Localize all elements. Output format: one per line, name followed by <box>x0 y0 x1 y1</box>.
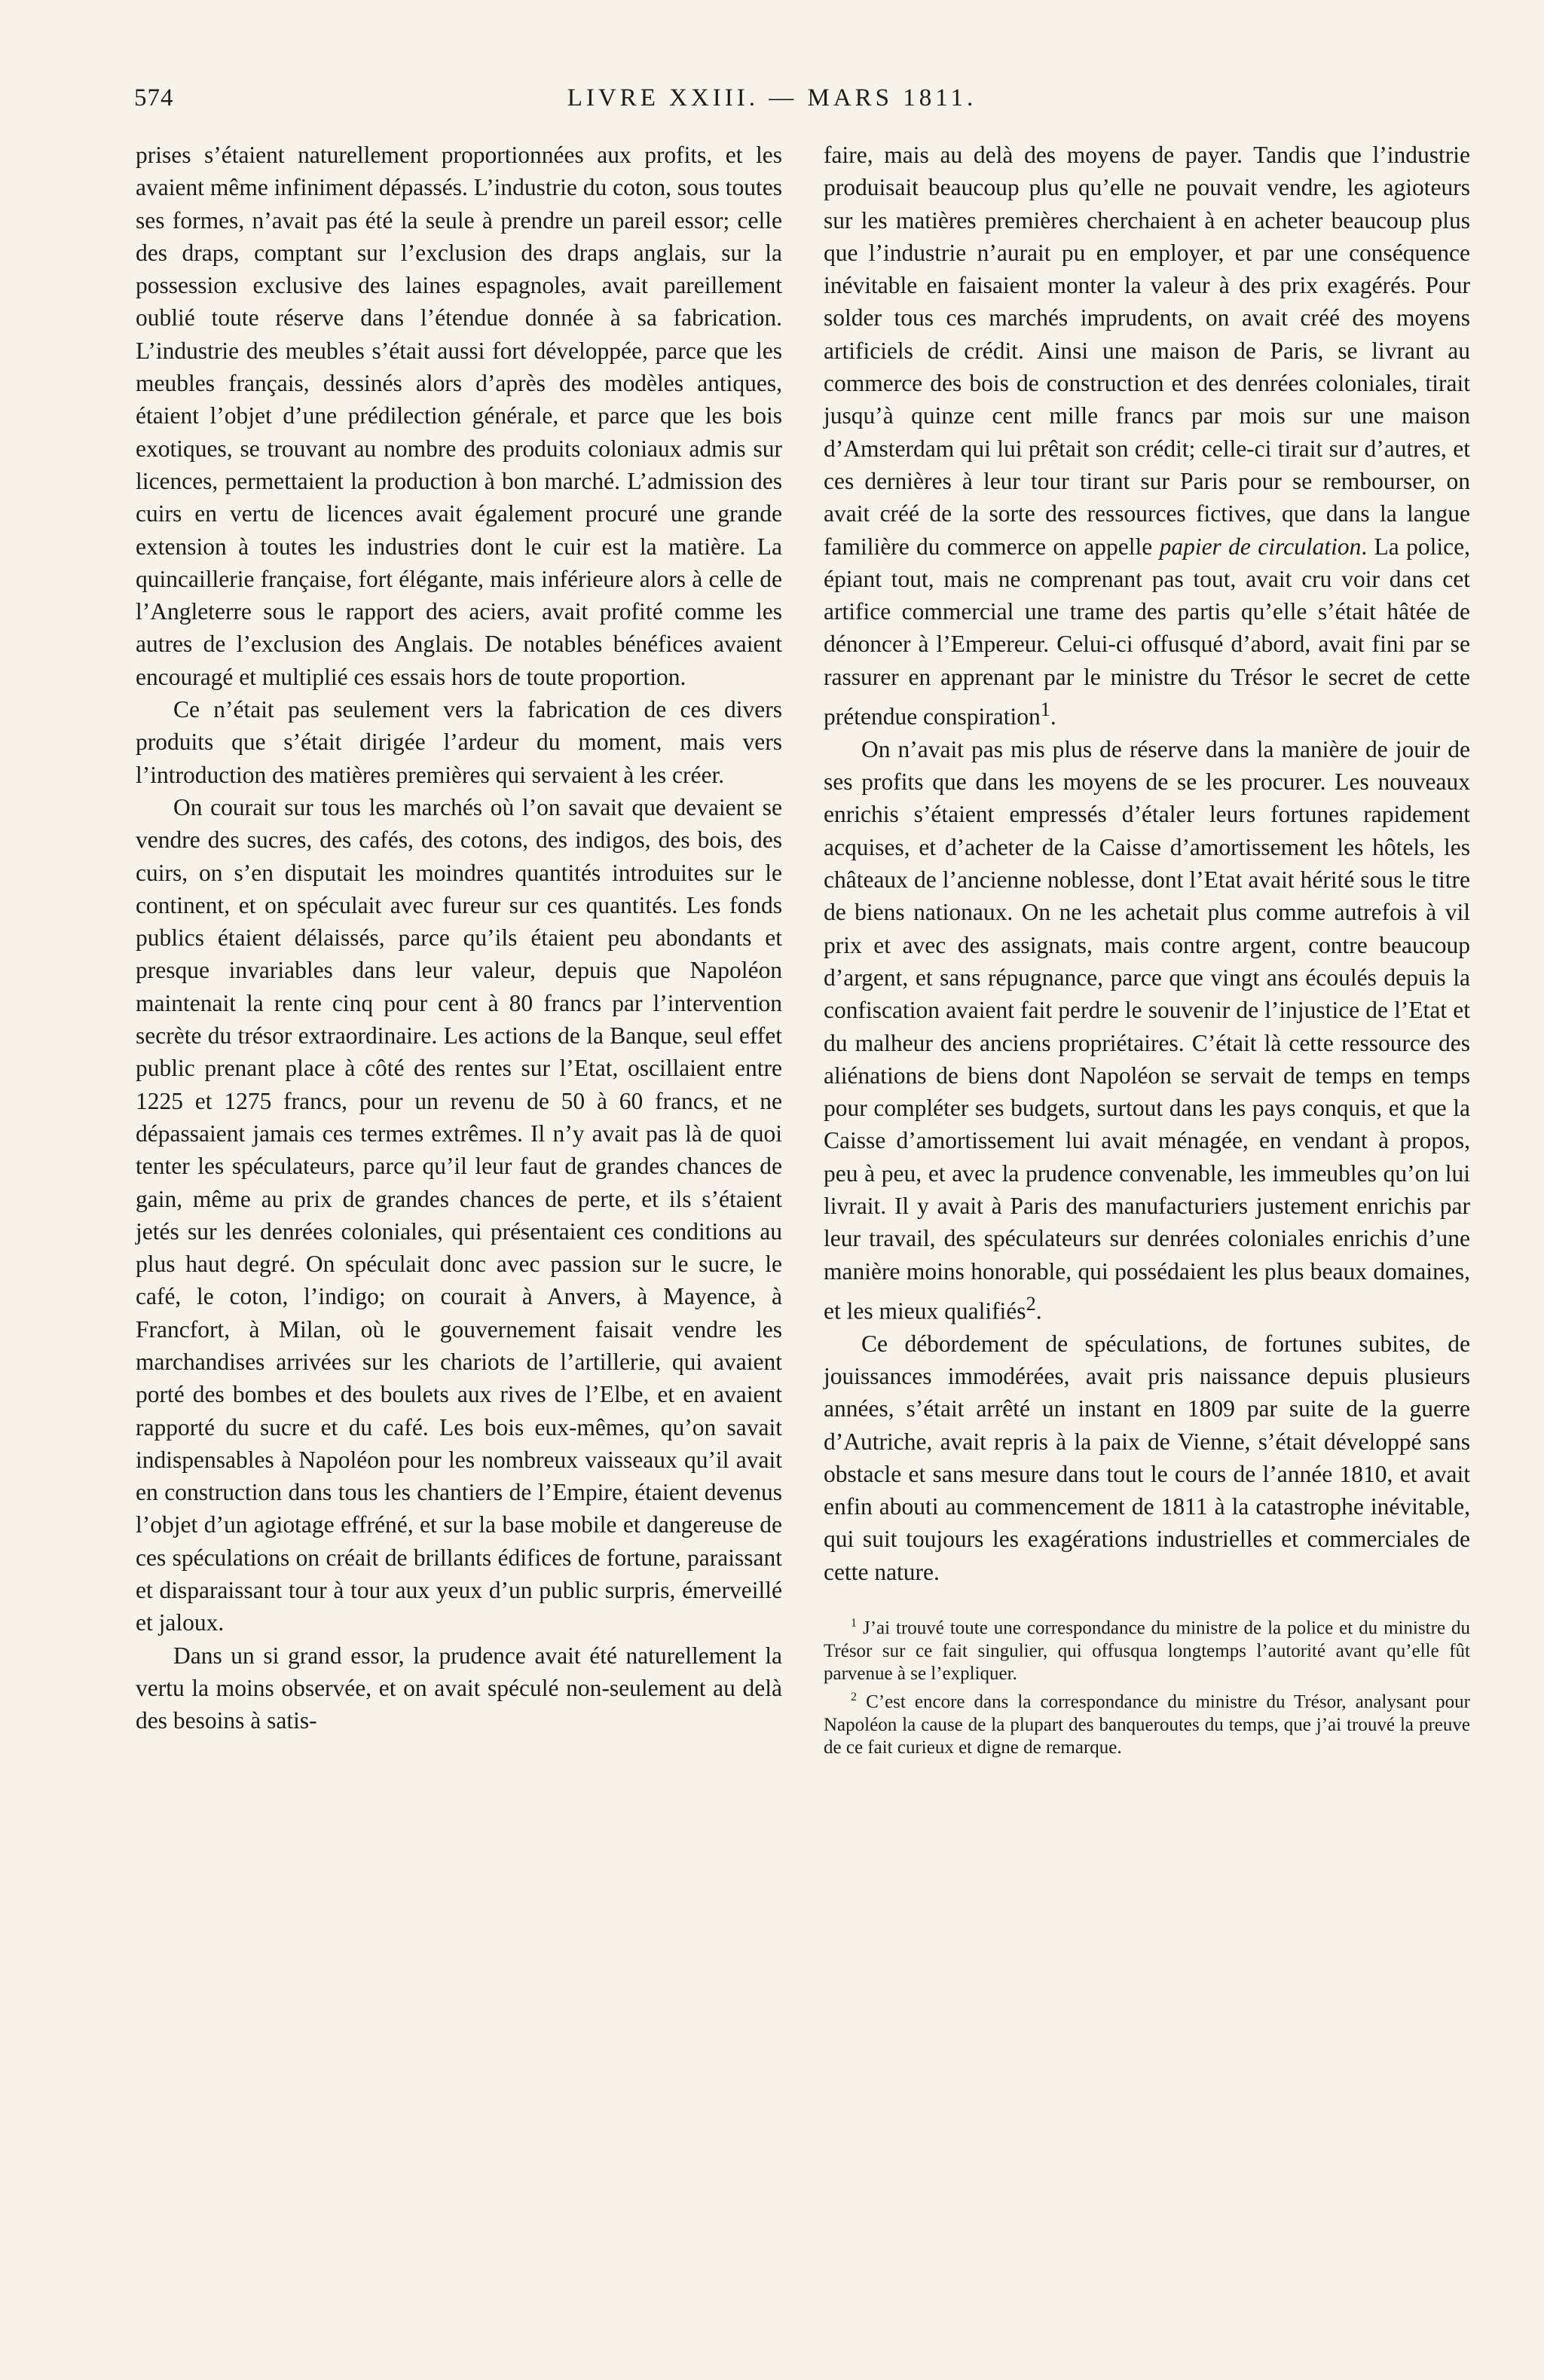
running-head: LIVRE XXIII. — MARS 1811. <box>567 84 977 112</box>
paragraph: Dans un si grand essor, la prudence avait été naturellement la vertu la moins observée, et on avait spéculé non-seulement au delà des besoins à satis- <box>136 1642 782 1734</box>
paragraph: On courait sur tous les marchés où l’on savait que devaient se vendre des sucres, des cafés, des cotons, des indigos, des bois, des cuirs, on s’en disputait les moindres quantités introduites sur le continent, et on spéculait avec fureur sur ces quantités. Les fonds publics étaient délaissés, parce qu’ils étaient peu abondants et presque invariables dans leur valeur, depuis que Napoléon maintenait la rente cinq pour cent à 80 francs par l’intervention secrète du trésor extraordinaire. Les actions de la Banque, seul effet public prenant place à côté des rentes sur l’Etat, oscillaient entre 1225 et 1275 francs, pour un revenu de 50 à 60 francs, et ne dépassaient jamais ces termes extrêmes. Il n’y avait pas là de quoi tenter les spéculateurs, parce qu’il leur faut de grandes chances de gain, même au prix de grandes chances de perte, et ils s’étaient jetés sur les denrées coloniales, qui présentaient ces conditions au plus haut degré. On spéculait donc avec passion sur le sucre, le café, le coton, l’indigo; on courait à Anvers, à Mayence, à Francfort, à Milan, où le gouvernement faisait vendre les marchandises arrivées sur les chariots de l’artillerie, qui avaient porté des bombes et des boulets aux rives de l’Elbe, et en avaient rapporté du sucre et du café. Les bois eux-mêmes, qu’on savait indispensables à Napoléon pour les nombreux vaisseaux qu’il avait en construction dans tous les chantiers de l’Empire, étaient devenus l’objet d’un agiotage effréné, et sur la base mobile et dangereuse de ces spéculations on créait de brillants édifices de fortune, paraissant et disparaissant tour à tour aux yeux d’un public surpris, émerveillé et jaloux. <box>136 793 782 1636</box>
left-column <box>136 139 782 1737</box>
paragraph-end: . <box>1050 703 1056 730</box>
footnote-text: J’ai trouvé toute une correspondance du ministre de la police et du ministre du Trésor sur ce fait singulier, qui offusqua longtemps l’autorité avant qu’elle fût parvenue à se l’expliquer. <box>824 1618 1470 1685</box>
paragraph <box>824 139 1470 733</box>
italic-term: papier de circulation <box>1159 533 1362 560</box>
page-header <box>134 84 1410 130</box>
footnote <box>824 1612 1470 1686</box>
right-column <box>824 139 1470 1760</box>
footnote-mark: 1 <box>851 1617 857 1630</box>
footnote-separator <box>824 1588 1470 1612</box>
footnote-reference[interactable]: 1 <box>1040 698 1050 721</box>
paragraph: Ce débordement de spéculations, de fortunes subites, de jouissances immodérées, avait pris naissance depuis plusieurs années, s’était arrêté un instant en 1809 par suite de la guerre d’Autriche, avait repris à la paix de Vienne, s’était développé sans obstacle et sans mesure dans tout le cours de l’année 1810, et avait enfin abouti au commencement de 1811 à la catastrophe inévitable, qui suit toujours les exagérations industrielles et commerciales de cette nature. <box>824 1330 1470 1585</box>
paragraph <box>824 733 1470 1327</box>
footnote-reference[interactable]: 2 <box>1026 1292 1036 1315</box>
paragraph-text: On n’avait pas mis plus de réserve dans la manière de jouir de ses profits que dans les moyens de se les procurer. Les nouveaux enrichis s’étaient empressés d’étaler leurs fortunes rapidement acquises, et d’acheter de la Caisse d’amortissement les hôtels, les châteaux de l’ancienne noblesse, dont l’Etat avait hérité sous le titre de biens nationaux. On ne les achetait plus comme autrefois à vil prix et avec des assignats, mais contre argent, contre beaucoup d’argent, et sans répugnance, parce que vingt ans écoulés depuis la confiscation avaient fait perdre le souvenir de l’injustice de l’Etat et du malheur des anciens propriétaires. C’était là cette ressource des aliénations de biens dont Napoléon se servait de temps en temps pour compléter ses budgets, surtout dans les pays conquis, et que la Caisse d’amortissement lui avait ménagée, en vendant à propos, peu à peu, et avec la prudence convenable, les immeubles qu’on lui livrait. Il y avait à Paris des manufacturiers justement enrichis par leur travail, des spéculateurs sur denrées coloniales enrichis d’une manière moins honorable, qui possédaient les plus beaux domaines, et les mieux qualifiés <box>824 735 1470 1324</box>
paragraph-text: faire, mais au delà des moyens de payer. Tandis que l’industrie produisait beaucoup plus qu’elle ne pouvait vendre, les agioteurs sur les matières premières cherchaient à en acheter beaucoup plus que l’industrie n’aurait pu en employer, et par une conséquence inévitable en faisaient monter la valeur à des prix exagérés. Pour solder tous ces marchés imprudents, on avait créé des moyens artificiels de crédit. Ainsi une maison de Paris, se livrant au commerce des bois de construction et des denrées coloniales, tirait jusqu’à quinze cent mille francs par mois sur une maison d’Amsterdam qui lui prêtait son crédit; celle-ci tirait sur d’autres, et ces dernières à leur tour tirant sur Paris pour se rembourser, on avait créé de la sorte des ressources fictives, que dans la langue familière du commerce on appelle <box>824 142 1470 560</box>
footnote-mark: 2 <box>851 1690 857 1703</box>
footnote <box>824 1686 1470 1760</box>
paragraph-text: . La police, épiant tout, mais ne comprenant pas tout, avait cru voir dans cet artifice commercial une trame des partis qu’elle s’était hâtée de dénoncer à l’Empereur. Celui-ci offusqué d’abord, avait fini par se rassurer en apprenant par le ministre du Trésor le secret de cette prétendue conspiration <box>824 533 1470 730</box>
paragraph-end: . <box>1035 1297 1042 1324</box>
paragraph: prises s’étaient naturellement proportionnées aux profits, et les avaient même infiniment dépassés. L’industrie du coton, sous toutes ses formes, n’avait pas été la seule à prendre un pareil essor; celle des draps, comptant sur l’exclusion des draps anglais, sur la possession exclusive des laines espagnoles, avait pareillement oublié toute réserve dans l’étendue donnée à sa fabrication. L’industrie des meubles s’était aussi fort développée, parce que les meubles français, dessinés alors d’après des modèles antiques, étaient l’objet d’une prédilection générale, et parce que les bois exotiques, se trouvant au nombre des produits coloniaux admis sur licences, permettaient la production à bon marché. L’admission des cuirs en vertu de licences avait également procuré une grande extension à toutes les industries dont le cuir est la matière. La quincaillerie française, fort élégante, mais inférieure alors à celle de l’Angleterre sous le rapport des aciers, avait profité comme les autres de l’exclusion des Anglais. De notables bénéfices avaient encouragé et multiplié ces essais hors de toute proportion. <box>136 142 782 690</box>
page-number: 574 <box>134 84 174 112</box>
footnote-text: C’est encore dans la correspondance du ministre du Trésor, analysant pour Napoléon la cause de la plupart des banqueroutes du temps, que j’ai trouvé la preuve de ce fait curieux et digne de remarque. <box>824 1691 1471 1758</box>
paragraph: Ce n’était pas seulement vers la fabrication de ces divers produits que s’était dirigée l’ardeur du moment, mais vers l’introduction des matières premières qui servaient à les créer. <box>136 696 782 788</box>
